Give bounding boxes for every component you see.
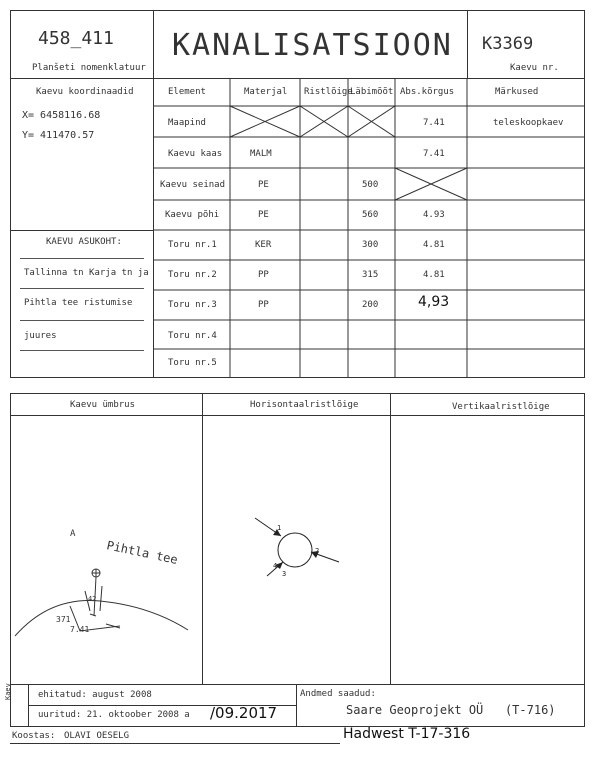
table-cell-height: 7.41 — [423, 149, 445, 159]
table-cell-element: Kaevu põhi — [165, 210, 220, 220]
location-line-2: Pihtla tee ristumise — [24, 298, 133, 308]
table-cell-height: 4.81 — [423, 270, 445, 280]
drawing-vline-2 — [390, 393, 391, 685]
table-cell-diameter: 500 — [362, 180, 379, 190]
column-header-cross: Ristlõige — [304, 87, 353, 97]
footer-side-label: Kaev — [4, 683, 12, 700]
data-source-value: Saare Geoprojekt OÜ (T-716) — [346, 703, 556, 717]
panel-title-surroundings: Kaevu ümbrus — [70, 400, 136, 410]
table-cell-notes: teleskoopkaev — [493, 118, 564, 128]
updated-date-handwritten: /09.2017 — [210, 704, 278, 722]
well-label: Kaevu nr. — [510, 63, 559, 73]
table-cell-material: PE — [258, 210, 269, 220]
table-cell-element: Toru nr.3 — [168, 300, 217, 310]
table-cell-height: 7.41 — [423, 118, 445, 128]
map-label-42: 42 — [88, 595, 97, 603]
updated-date: uuritud: 21. oktoober 2008 a — [38, 710, 190, 720]
table-cell-diameter: 315 — [362, 270, 379, 280]
table-cell-element: Kaevu kaas — [168, 149, 223, 159]
map-label-741: 7.41 — [70, 625, 90, 634]
pipe-label-4: 4 — [273, 562, 278, 570]
table-cell-diameter: 300 — [362, 240, 379, 250]
table-cell-material: PP — [258, 270, 269, 280]
map-label-371: 371 — [56, 615, 71, 624]
column-header-diameter: Läbimõõt — [350, 87, 394, 97]
table-cell-element: Toru nr.5 — [168, 358, 217, 368]
column-header-notes: Märkused — [495, 87, 539, 97]
table-cell-element: Toru nr.1 — [168, 240, 217, 250]
table-cell-material: KER — [255, 240, 272, 250]
coordinate-y: Y= 411470.57 — [22, 130, 95, 141]
location-map-sketch — [10, 416, 202, 685]
coordinates-heading: Kaevu koordinaadid — [36, 87, 134, 97]
location-line-3: juures — [24, 331, 57, 341]
footer-vline — [296, 685, 297, 727]
sheet-label: Planšeti nomenklatuur — [32, 63, 146, 73]
table-cell-diameter: 560 — [362, 210, 379, 220]
sheet-number: 458_411 — [38, 28, 114, 49]
horizontal-section-drawing — [203, 416, 390, 685]
pipe-label-2: 2 — [315, 547, 320, 555]
compiler-label: Koostas: — [12, 731, 56, 741]
panel-title-vertical: Vertikaalristlõige — [452, 402, 550, 412]
column-header-material: Materjal — [244, 87, 288, 97]
compiler-line — [10, 743, 340, 744]
map-marker-a: A — [70, 529, 76, 539]
map-street-label: Pihtla tee — [105, 538, 179, 567]
table-cell-element: Toru nr.4 — [168, 331, 217, 341]
location-heading: KAEVU ASUKOHT: — [46, 237, 122, 247]
page-title: KANALISATSIOON — [172, 28, 453, 63]
handwritten-note: Hadwest T-17-316 — [343, 726, 471, 742]
table-cell-material: PP — [258, 300, 269, 310]
coordinate-x: X= 6458116.68 — [22, 110, 101, 121]
location-line-1: Tallinna tn Karja tn ja — [24, 268, 149, 278]
panel-title-horizontal: Horisontaalristlõige — [250, 400, 359, 410]
compiler-name: OLAVI OESELG — [64, 731, 130, 741]
table-cell-element: Kaevu seinad — [160, 180, 226, 190]
table-cell-element: Maapind — [168, 118, 206, 128]
pipe-label-1: 1 — [277, 524, 282, 532]
table-cell-material: PE — [258, 180, 269, 190]
table-cell-diameter: 200 — [362, 300, 379, 310]
table-cell-height-handwritten: 4,93 — [418, 294, 450, 310]
table-cell-element: Toru nr.2 — [168, 270, 217, 280]
column-header-element: Element — [168, 87, 206, 97]
well-number: K3369 — [482, 34, 534, 54]
built-date: ehitatud: august 2008 — [38, 690, 152, 700]
footer-side-divider — [28, 685, 29, 727]
column-header-height: Abs.kõrgus — [400, 87, 455, 97]
pipe-label-3: 3 — [282, 570, 287, 578]
table-cell-material: MALM — [250, 149, 272, 159]
table-cell-height: 4.81 — [423, 240, 445, 250]
data-source-label: Andmed saadud: — [300, 689, 376, 699]
table-cell-height: 4.93 — [423, 210, 445, 220]
